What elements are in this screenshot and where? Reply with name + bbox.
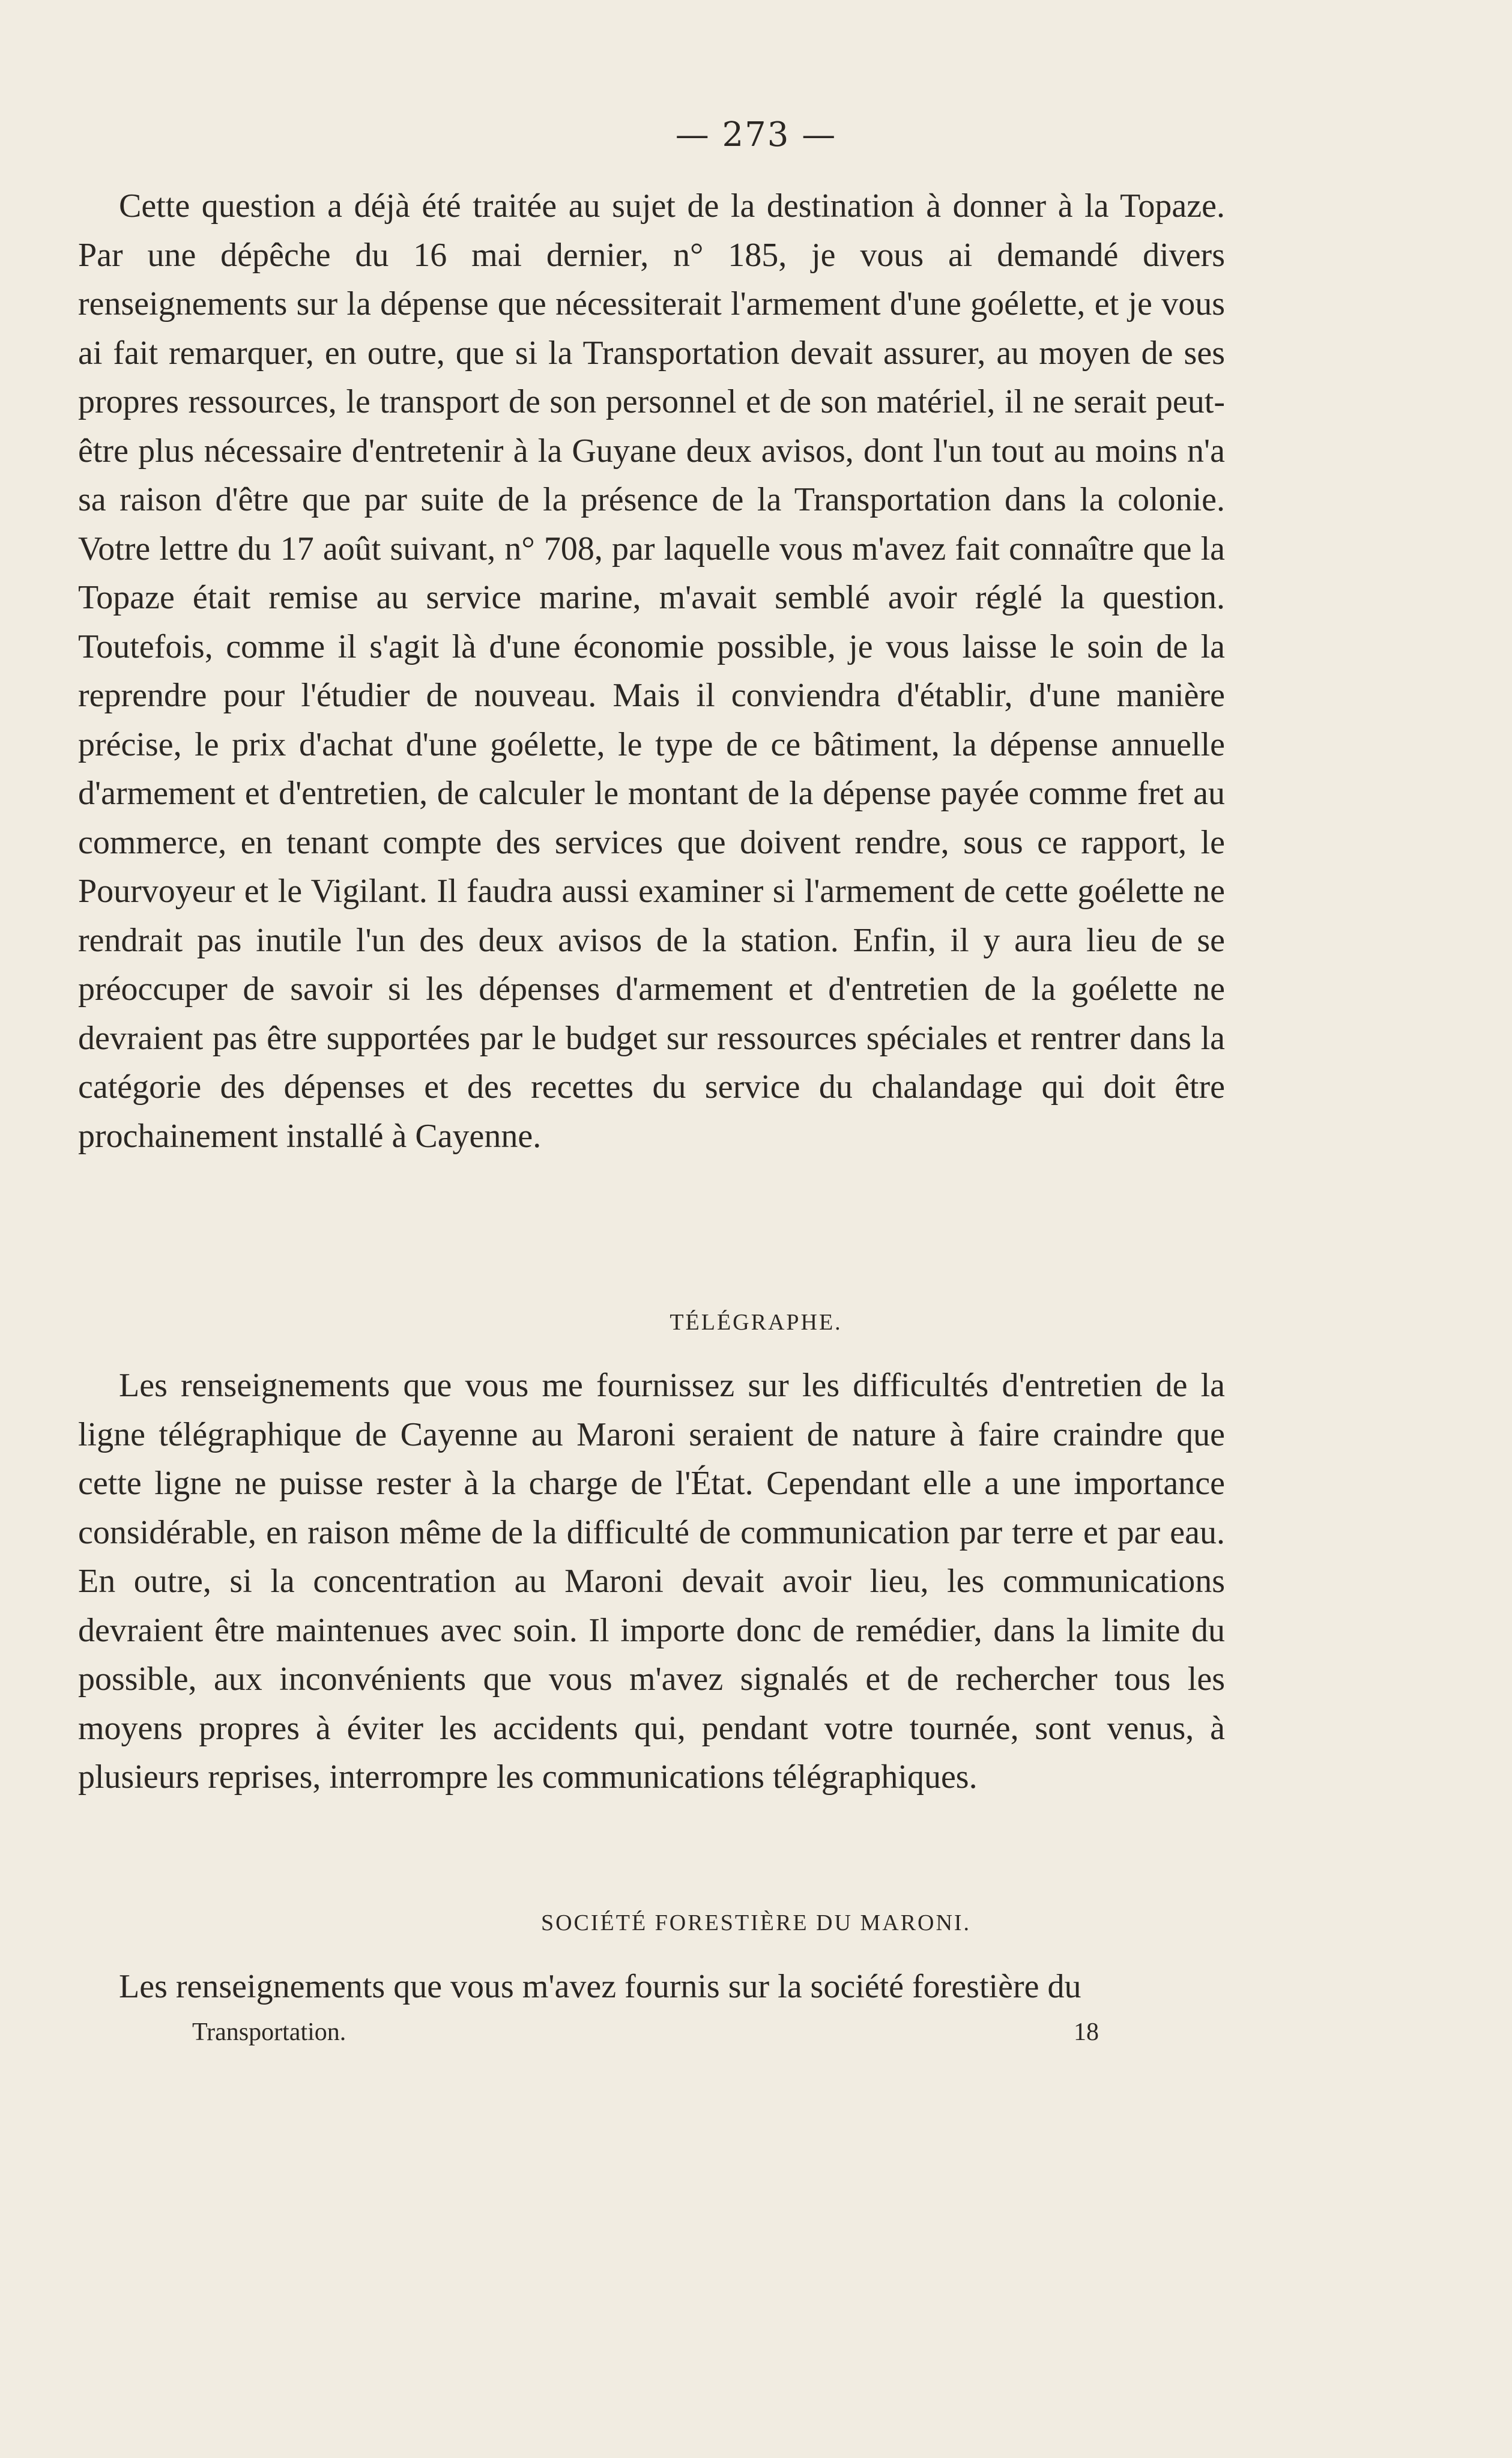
footer-signature: Transportation. [192,2018,346,2046]
section-chartering-paragraph [78,182,1225,1161]
section-heading-societe-forestiere: SOCIÉTÉ FORESTIÈRE DU MARONI. [540,1910,972,1936]
page-number: — 273 — [675,115,837,154]
paragraph-text: Les renseignements que vous me fournissez sur les difficultés d'entretien de la ligne télégraphique de Cayenne au Maroni seraient de nature à faire craindre que cette ligne ne puisse rester à la charge de l'État. Cependant elle a une importance considérable, en raison même de la difficulté de communication par terre et par eau. En outre, si la concentration au Maroni devait avoir lieu, les communications devraient être maintenues avec soin. Il importe donc de remédier, dans la limite du possible, aux inconvénients que vous m'avez signalés et de rechercher tous les moyens propres à éviter les accidents qui, pendant votre tournée, sont venus, à plusieurs reprises, interrompre les communications télégraphiques. [78,1367,1225,1796]
section-societe-paragraph [78,1963,1225,2012]
footer-signature-number: 18 [1074,2018,1099,2046]
paragraph-text: Les renseignements que vous m'avez fournis sur la société forestière du [119,1968,1081,2005]
paragraph-text: Cette question a déjà été traitée au sujet de la destination à donner à la Topaze. Par une dépêche du 16 mai dernier, n° 185, je vous ai demandé divers renseignements sur la dépense que nécessiterait l'armement d'une goélette, et je vous ai fait remarquer, en outre, que si la Transportation devait assurer, au moyen de ses propres ressources, le transport de son personnel et de son matériel, il ne serait peut-être plus nécessaire d'entretenir à la Guyane deux avisos, dont l'un tout au moins n'a sa raison d'être que par suite de la présence de la Transportation dans la colonie. Votre lettre du 17 août suivant, n° 708, par laquelle vous m'avez fait connaître que la Topaze était remise au service marine, m'avait semblé avoir réglé la question. Toutefois, comme il s'agit là d'une économie possible, je vous laisse le soin de la reprendre pour l'étudier de nouveau. Mais il conviendra d'établir, d'une manière précise, le prix d'achat d'une goélette, le type de ce bâtiment, la dépense annuelle d'armement et d'entretien, de calculer le montant de la dépense payée comme fret au commerce, en tenant compte des services que doivent rendre, sous ce rapport, le Pourvoyeur et le Vigilant. Il faudra aussi examiner si l'armement de cette goélette ne rendrait pas inutile l'un des deux avisos de la station. Enfin, il y aura lieu de se préoccuper de savoir si les dépenses d'armement et d'entretien de la goélette ne devraient pas être supportées par le budget sur ressources spéciales et rentrer dans la catégorie des dépenses et des recettes du service du chalandage qui doit être prochainement installé à Cayenne. [78,187,1225,1155]
section-heading-telegraphe: TÉLÉGRAPHE. [670,1310,842,1335]
section-telegraphe-paragraph [78,1361,1225,1802]
